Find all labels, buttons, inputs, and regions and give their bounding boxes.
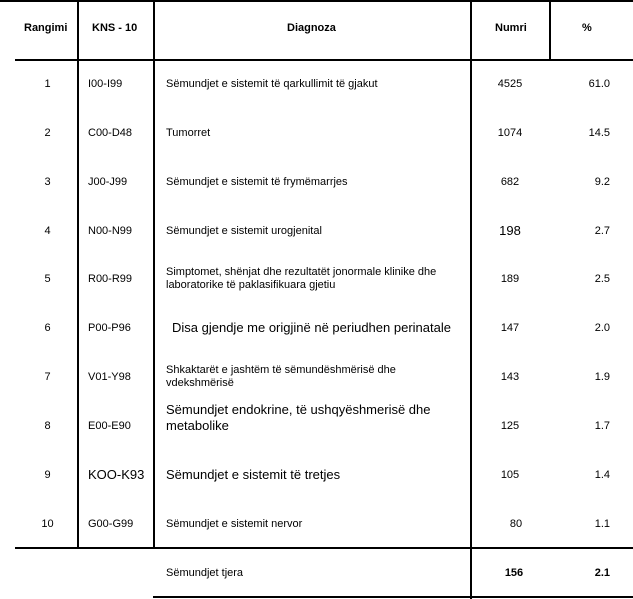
diagnosis-cell: Tumorret [166, 127, 211, 139]
count-percent-divider [549, 0, 551, 60]
header-rank: Rangimi [24, 22, 68, 34]
count-cell: 4525 [497, 78, 523, 90]
count-cell: 682 [500, 176, 520, 188]
rank-cell: 3 [44, 176, 51, 188]
rank-cell: 2 [44, 127, 51, 139]
rank-cell: 8 [44, 420, 51, 432]
diagnosis-cell: Sëmundjet e sistemit nervor [166, 518, 303, 530]
table-top-border [0, 0, 633, 2]
percent-cell: 14.5 [588, 127, 610, 139]
code-cell: E00-E90 [88, 420, 131, 432]
count-cell: 125 [500, 420, 520, 432]
diagnosis-cell: Simptomet, shënjat dhe rezultatët jonormale klinike dhe laboratorike të paklasifikuara gjetiu [166, 266, 437, 291]
header-code: KNS - 10 [92, 22, 138, 34]
code-diagnosis-divider [153, 0, 155, 549]
count-cell: 80 [509, 518, 523, 530]
code-cell: V01-Y98 [88, 371, 131, 383]
code-cell: J00-J99 [88, 176, 128, 188]
diagnosis-cell: Sëmundjet endokrine, të ushqyëshmerisë dhe metabolike [166, 402, 431, 433]
diagnosis-cell: Sëmundjet e sistemit të tretjes [166, 467, 341, 482]
rank-cell: 9 [44, 469, 51, 481]
diagnosis-cell: Disa gjendje me origjinë në periudhen perinatale [172, 320, 451, 335]
other-count-cell: 156 [504, 567, 524, 579]
footer-bottom-border [153, 596, 633, 598]
code-cell: N00-N99 [88, 225, 133, 237]
diagnosis-cell: Shkaktarët e jashtëm të sëmundëshmërisë dhe vdekshmërisë [166, 364, 396, 389]
percent-cell: 9.2 [594, 176, 610, 188]
count-cell: 143 [500, 371, 520, 383]
percent-cell: 1.7 [594, 420, 610, 432]
other-diagnosis-cell: Sëmundjet tjera [166, 567, 244, 579]
count-cell: 105 [500, 469, 520, 481]
code-cell: KOO-K93 [88, 467, 145, 482]
count-cell: 147 [500, 322, 520, 334]
code-cell: C00-D48 [88, 127, 133, 139]
rank-cell: 7 [44, 371, 51, 383]
percent-cell: 61.0 [588, 78, 610, 90]
diagnosis-cell: Sëmundjet e sistemit të frymëmarrjes [166, 176, 348, 188]
percent-cell: 2.0 [594, 322, 610, 334]
rank-cell: 6 [44, 322, 51, 334]
diagnosis-cell: Sëmundjet e sistemit të qarkullimit të gjakut [166, 78, 378, 90]
rank-cell: 10 [41, 518, 54, 530]
code-cell: G00-G99 [88, 518, 134, 530]
diagnosis-cell: Sëmundjet e sistemit urogjenital [166, 225, 322, 237]
header-diagnosis: Diagnoza [287, 22, 336, 34]
rank-cell: 5 [44, 273, 51, 285]
code-cell: P00-P96 [88, 322, 131, 334]
count-cell: 1074 [497, 127, 523, 139]
code-cell: R00-R99 [88, 273, 133, 285]
percent-cell: 2.5 [594, 273, 610, 285]
count-cell: 189 [500, 273, 520, 285]
percent-cell: 2.7 [594, 225, 610, 237]
percent-cell: 1.1 [594, 518, 610, 530]
percent-cell: 1.4 [594, 469, 610, 481]
other-percent-cell: 2.1 [594, 567, 610, 579]
count-cell: 198 [499, 223, 521, 238]
header-count: Numri [495, 22, 527, 34]
header-bottom-border [15, 59, 633, 61]
rank-cell: 4 [44, 225, 51, 237]
rank-cell: 1 [44, 78, 51, 90]
body-bottom-border [15, 547, 633, 549]
percent-cell: 1.9 [594, 371, 610, 383]
header-percent: % [582, 22, 592, 34]
code-cell: I00-I99 [88, 78, 123, 90]
